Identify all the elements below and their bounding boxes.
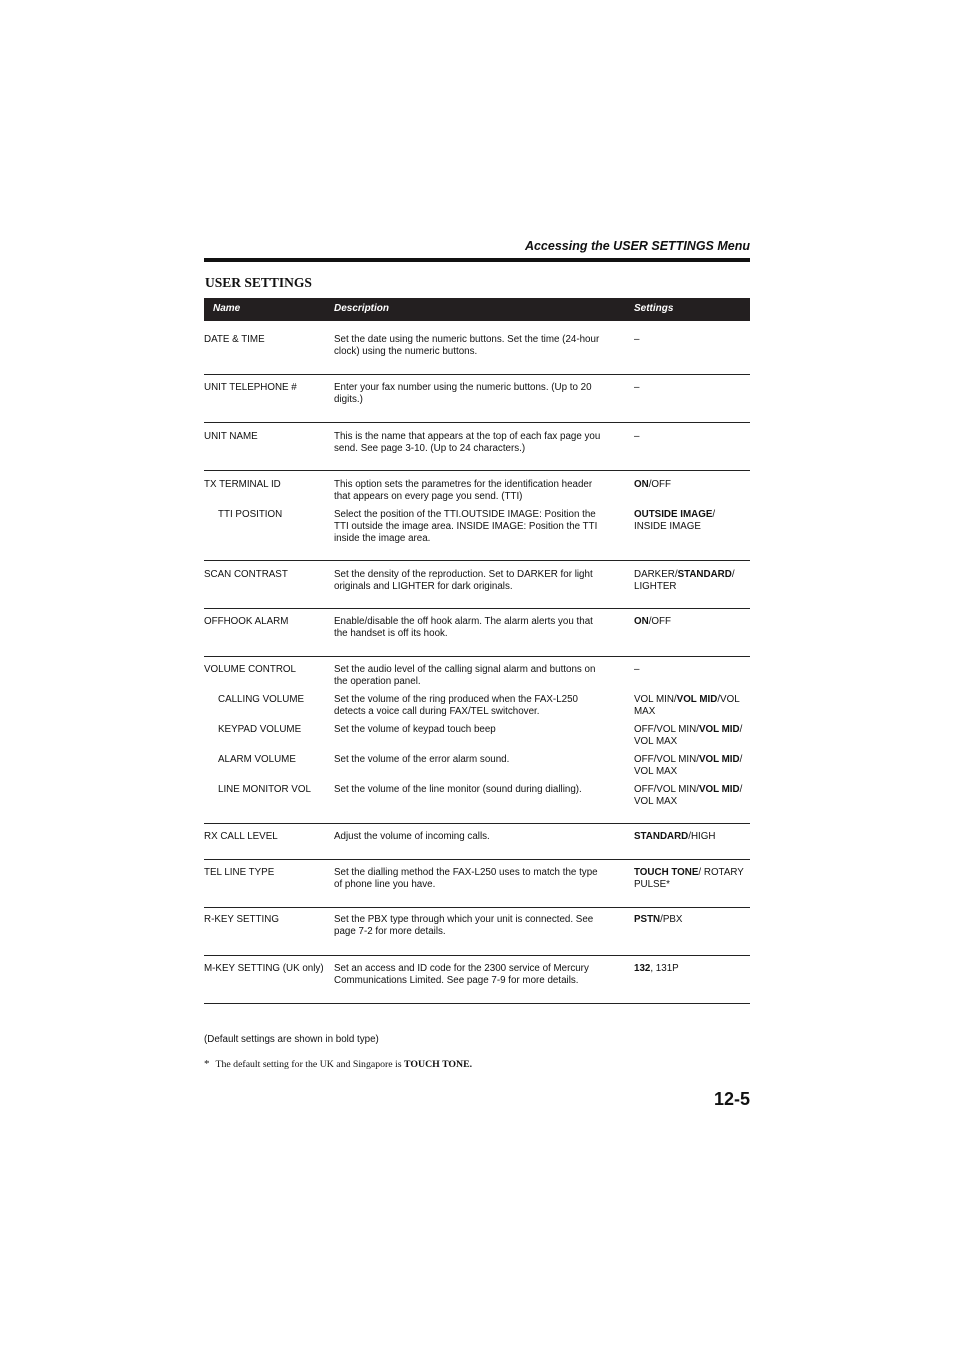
setting-description: Set the volume of the line monitor (sound during dialling). [334,784,582,795]
setting-value [634,963,752,975]
setting-description: Set the density of the reproduction. Set to DARKER for light [334,569,593,580]
column-header-settings: Settings [634,303,674,314]
setting-description: detects a voice call during FAX/TEL switchover. [334,706,540,717]
table-row [204,860,750,908]
setting-name: UNIT NAME [204,431,258,442]
setting-description: of phone line you have. [334,879,436,890]
setting-description: TTI outside the image area. INSIDE IMAGE: Position the TTI [334,521,598,532]
setting-options: /OFF [648,479,672,490]
setting-value [634,694,752,706]
setting-options: / [739,754,743,765]
default-value: VOL MID [698,724,740,735]
table-row [204,908,750,956]
setting-value [634,914,752,926]
header-rule [204,258,750,262]
setting-value [634,867,752,879]
table-header [204,298,750,321]
setting-description: Enable/disable the off hook alarm. The alarm alerts you that [334,616,593,627]
table-row [204,609,750,657]
setting-description: Communications Limited. See page 7-9 for more details. [334,975,579,986]
sub-setting-name: KEYPAD VOLUME [218,724,302,735]
setting-options: / [712,509,716,520]
default-value: VOL MID [676,694,718,705]
running-header: Accessing the USER SETTINGS Menu [524,239,750,253]
setting-description: Select the position of the TTI.OUTSIDE IMAGE: Position the [334,509,596,520]
setting-description: originals and LIGHTER for dark originals. [334,581,513,592]
setting-name: RX CALL LEVEL [204,831,278,842]
section-title: USER SETTINGS [205,275,312,290]
default-value: ON [634,616,649,627]
setting-options: / [739,724,743,735]
default-value: ON [634,479,649,490]
setting-description: Set the PBX type through which your unit is connected. See [334,914,594,925]
setting-options: OFF/VOL MIN/ [634,754,699,765]
footnote [204,1058,472,1070]
default-value: STANDARD [677,569,732,580]
setting-options: OFF/VOL MIN/ [634,724,699,735]
setting-description: that appears on every page you send. (TTI) [334,491,523,502]
table-row [204,956,750,1004]
setting-name: SCAN CONTRAST [204,569,288,580]
table-row [204,423,750,471]
default-value: VOL MID [698,784,740,795]
setting-description: This option sets the parametres for the identification header [334,479,593,490]
settings-table [204,298,750,1004]
setting-name: OFFHOOK ALARM [204,616,289,627]
setting-description: Set an access and ID code for the 2300 service of Mercury [334,963,589,974]
setting-description: Set the volume of the error alarm sound. [334,754,510,765]
setting-description: Adjust the volume of incoming calls. [334,831,490,842]
setting-value [634,754,752,766]
setting-description: This is the name that appears at the top of each fax page you [334,431,601,442]
setting-description: Set the volume of the ring produced when the FAX-L250 [334,694,578,705]
default-value: VOL MID [698,754,740,765]
setting-value: – [634,431,640,442]
table-row [204,824,750,860]
footnote-marker: * [204,1058,210,1070]
default-value: PSTN [634,914,661,925]
setting-name: R-KEY SETTING [204,914,279,925]
setting-value [634,616,752,628]
default-value: OUTSIDE IMAGE [634,509,713,520]
setting-value: VOL MAX [634,736,678,747]
setting-options: /OFF [648,616,672,627]
setting-description: send. See page 3-10. (Up to 24 characters.) [334,443,526,454]
setting-value: INSIDE IMAGE [634,521,701,532]
setting-options: /HIGH [688,831,716,842]
setting-options: , 131P [650,963,679,974]
setting-description: Set the audio level of the calling signal alarm and buttons on [334,664,596,675]
setting-options: VOL MIN/ [634,694,677,705]
setting-description: Set the dialling method the FAX-L250 uses to match the type [334,867,598,878]
default-value: STANDARD [634,831,689,842]
setting-value [634,479,752,491]
setting-description: digits.) [334,394,363,405]
sub-setting-name: TTI POSITION [218,509,283,520]
setting-name: DATE & TIME [204,334,265,345]
setting-value: – [634,382,640,393]
setting-options: /VOL [717,694,740,705]
setting-name: VOLUME CONTROL [204,664,296,675]
setting-value: VOL MAX [634,796,678,807]
default-value: 132 [634,963,651,974]
setting-description: the handset is off its hook. [334,628,448,639]
table-row [204,657,750,824]
column-header-name: Name [213,303,241,314]
setting-description: clock) using the numeric buttons. [334,346,478,357]
setting-description: page 7-2 for more details. [334,926,446,937]
sub-setting-name: LINE MONITOR VOL [218,784,311,795]
default-value: TOUCH TONE [634,867,699,878]
setting-description: Set the volume of keypad touch beep [334,724,496,735]
setting-name: M-KEY SETTING (UK only) [204,963,324,974]
page-number: 12-5 [713,1089,750,1109]
setting-options: / ROTARY [698,867,744,878]
setting-value [634,509,752,521]
setting-value: – [634,334,640,345]
setting-value: MAX [634,706,656,717]
setting-name: TX TERMINAL ID [204,479,281,490]
setting-options: /PBX [660,914,683,925]
table-row [204,375,750,423]
setting-description: Set the date using the numeric buttons. Set the time (24-hour [334,334,600,345]
setting-description: inside the image area. [334,533,431,544]
table-row [204,471,750,561]
setting-description: Enter your fax number using the numeric buttons. (Up to 20 [334,382,592,393]
footnote-bold: TOUCH TONE. [404,1059,473,1070]
sub-setting-name: CALLING VOLUME [218,694,305,705]
setting-value: LIGHTER [634,581,677,592]
footnote-text: The default setting for the UK and Singapore is [215,1059,405,1070]
table-row [204,321,750,375]
setting-options: / [739,784,743,795]
setting-name: TEL LINE TYPE [204,867,275,878]
setting-value [634,784,752,796]
setting-value: VOL MAX [634,766,678,777]
setting-name: UNIT TELEPHONE # [204,382,297,393]
setting-options: / [731,569,735,580]
setting-value [634,724,752,736]
setting-value [634,831,752,843]
sub-setting-name: ALARM VOLUME [218,754,296,765]
default-settings-note: (Default settings are shown in bold type) [204,1034,379,1045]
setting-options: DARKER/ [634,569,678,580]
setting-value: – [634,664,640,675]
setting-options: OFF/VOL MIN/ [634,784,699,795]
table-row [204,561,750,609]
setting-value [634,569,752,581]
setting-value: PULSE* [634,879,670,890]
setting-description: the operation panel. [334,676,421,687]
column-header-description: Description [334,303,390,314]
